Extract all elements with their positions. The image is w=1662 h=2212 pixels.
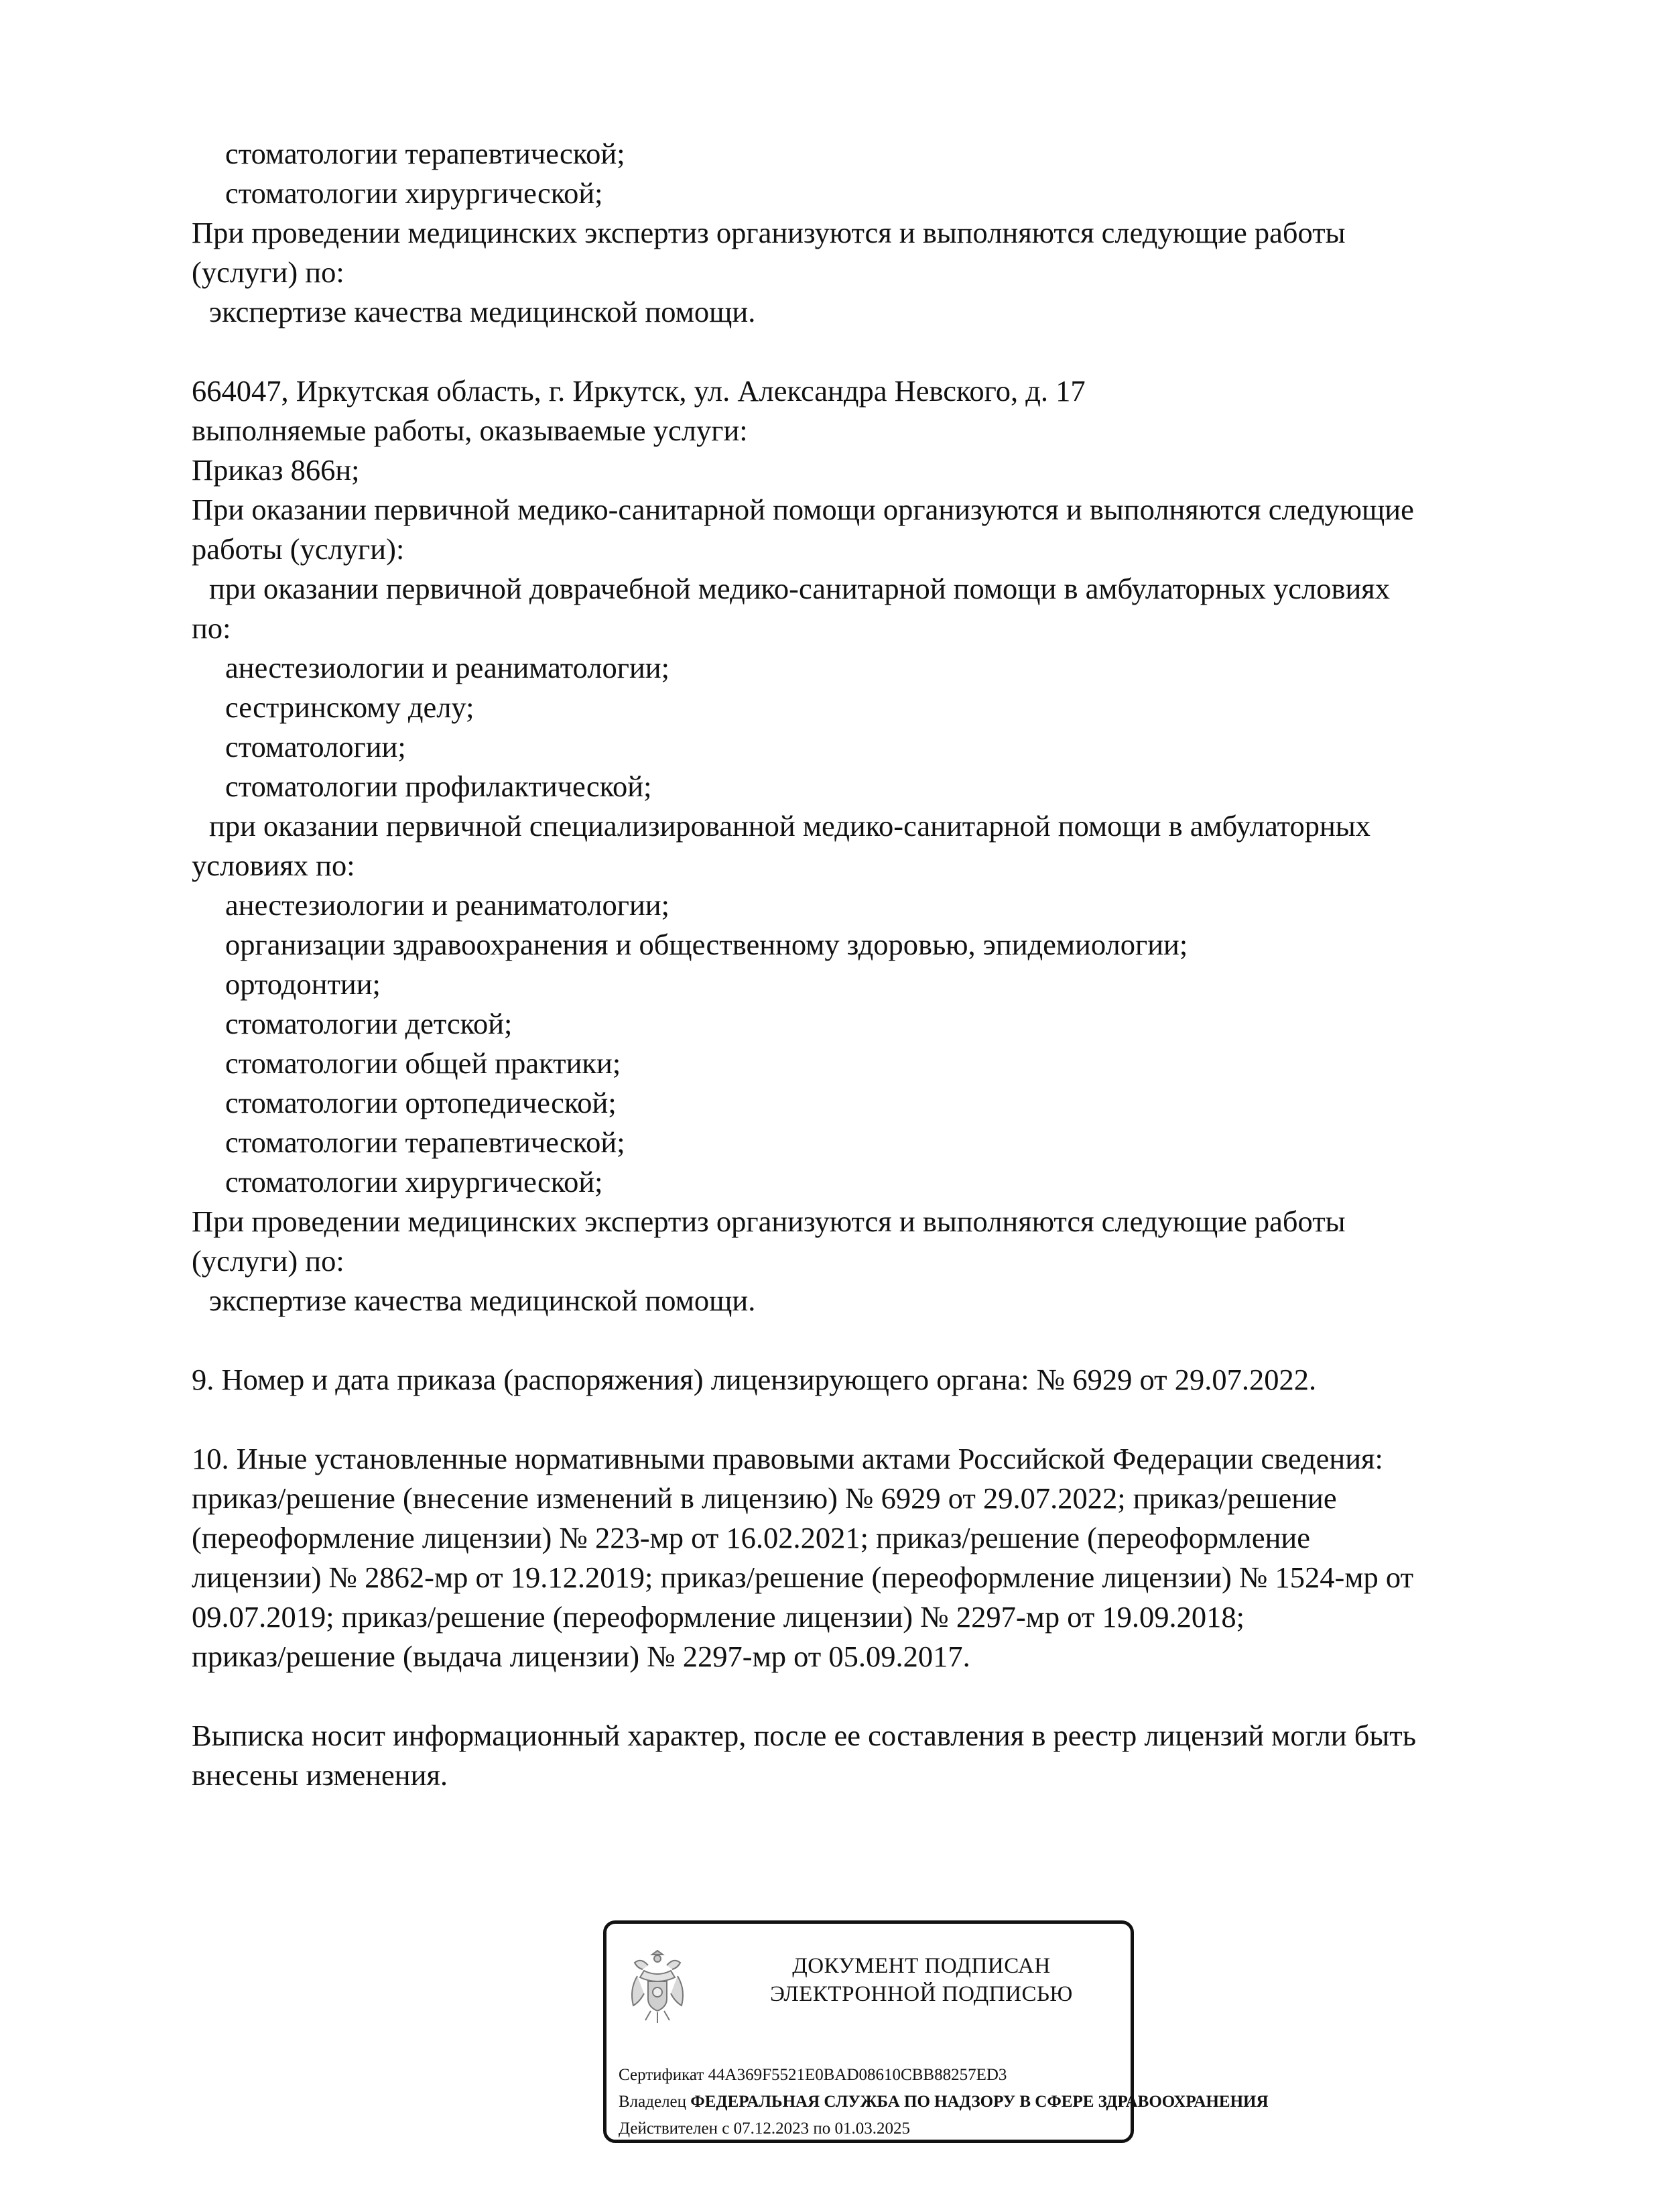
- stamp-title-line: ДОКУМЕНТ ПОДПИСАН: [792, 1954, 1051, 1978]
- text-line: стоматологии;: [225, 730, 406, 763]
- text-line: Приказ 866н;: [192, 453, 360, 487]
- blank-line: [192, 1400, 1552, 1439]
- text-line: анестезиологии и реаниматологии;: [225, 651, 669, 684]
- text-line: стоматологии общей практики;: [225, 1046, 621, 1080]
- text-line: при оказании первичной доврачебной медико-санитарной помощи в амбулаторных условиях: [209, 572, 1391, 605]
- text-line: 10. Иные установленные нормативными правовыми актами Российской Федерации сведения:: [192, 1442, 1383, 1475]
- stamp-title-line: ЭЛЕКТРОННОЙ ПОДПИСЬЮ: [770, 1982, 1073, 2006]
- validity-value: с 07.12.2023 по 01.03.2025: [722, 2119, 910, 2138]
- text-line: При проведении медицинских экспертиз организуются и выполняются следующие работы: [192, 216, 1346, 249]
- order-number-line: 9. Номер и дата приказа (распоряжения) лицензирующего органа: № 6929 от 29.07.2022.: [192, 1363, 1317, 1396]
- text-line: организации здравоохранения и общественному здоровью, эпидемиологии;: [225, 928, 1188, 961]
- text-line: 09.07.2019; приказ/решение (переоформление лицензии) № 2297-мр от 19.09.2018;: [192, 1600, 1245, 1634]
- text-line: При оказании первичной медико-санитарной помощи организуются и выполняются следующие: [192, 493, 1414, 526]
- text-line: стоматологии хирургической;: [225, 176, 603, 210]
- text-line: (переоформление лицензии) № 223-мр от 16.02.2021; приказ/решение (переоформление: [192, 1521, 1310, 1554]
- stamp-details: [619, 2062, 1289, 2142]
- certificate-label: Сертификат: [619, 2066, 704, 2084]
- document-body: [192, 134, 1552, 1795]
- text-line: экспертизе качества медицинской помощи.: [209, 295, 756, 328]
- disclaimer-line: внесены изменения.: [192, 1758, 448, 1792]
- text-line: анестезиологии и реаниматологии;: [225, 888, 669, 922]
- text-line: ортодонтии;: [225, 967, 381, 1001]
- text-line: стоматологии профилактической;: [225, 770, 652, 803]
- text-line: условиях по:: [192, 849, 355, 882]
- owner-row: [619, 2089, 1289, 2115]
- certificate-value: 44A369F5521E0BAD08610CBB88257ED3: [708, 2066, 1007, 2084]
- text-line: стоматологии терапевтической;: [225, 1125, 625, 1159]
- text-line: стоматологии терапевтической;: [225, 137, 625, 170]
- owner-label: Владелец: [619, 2093, 687, 2111]
- text-line: сестринскому делу;: [225, 690, 474, 724]
- text-line: (услуги) по:: [192, 255, 344, 289]
- text-line: лицензии) № 2862-мр от 19.12.2019; приказ/решение (переоформление лицензии) № 1524-мр от: [192, 1560, 1414, 1594]
- text-line: выполняемые работы, оказываемые услуги:: [192, 414, 748, 447]
- disclaimer-line: Выписка носит информационный характер, после ее составления в реестр лицензий могли быть: [192, 1719, 1416, 1752]
- electronic-signature-stamp: [603, 1920, 1269, 2143]
- text-line: стоматологии детской;: [225, 1007, 513, 1040]
- coat-of-arms-icon: [624, 1945, 691, 2029]
- blank-line: [192, 1320, 1552, 1360]
- text-line: (услуги) по:: [192, 1244, 344, 1278]
- text-line: При проведении медицинских экспертиз организуются и выполняются следующие работы: [192, 1205, 1346, 1238]
- text-line: при оказании первичной специализированной медико-санитарной помощи в амбулаторных: [209, 809, 1371, 843]
- blank-line: [192, 332, 1552, 371]
- text-line: приказ/решение (выдача лицензии) № 2297-мр от 05.09.2017.: [192, 1640, 970, 1673]
- stamp-title: [734, 1952, 1109, 2008]
- text-line: приказ/решение (внесение изменений в лицензию) № 6929 от 29.07.2022; приказ/решение: [192, 1481, 1337, 1515]
- text-line: по:: [192, 611, 231, 645]
- address-line: 664047, Иркутская область, г. Иркутск, ул. Александра Невского, д. 17: [192, 374, 1086, 408]
- text-line: экспертизе качества медицинской помощи.: [209, 1284, 756, 1317]
- validity-label: Действителен: [619, 2119, 718, 2138]
- validity-row: [619, 2115, 1289, 2142]
- text-line: работы (услуги):: [192, 532, 405, 566]
- blank-line: [192, 1676, 1552, 1716]
- text-line: стоматологии хирургической;: [225, 1165, 603, 1199]
- certificate-row: [619, 2062, 1289, 2089]
- owner-value: ФЕДЕРАЛЬНАЯ СЛУЖБА ПО НАДЗОРУ В СФЕРЕ ЗДРАВООХРАНЕНИЯ: [690, 2093, 1269, 2111]
- text-line: стоматологии ортопедической;: [225, 1086, 617, 1119]
